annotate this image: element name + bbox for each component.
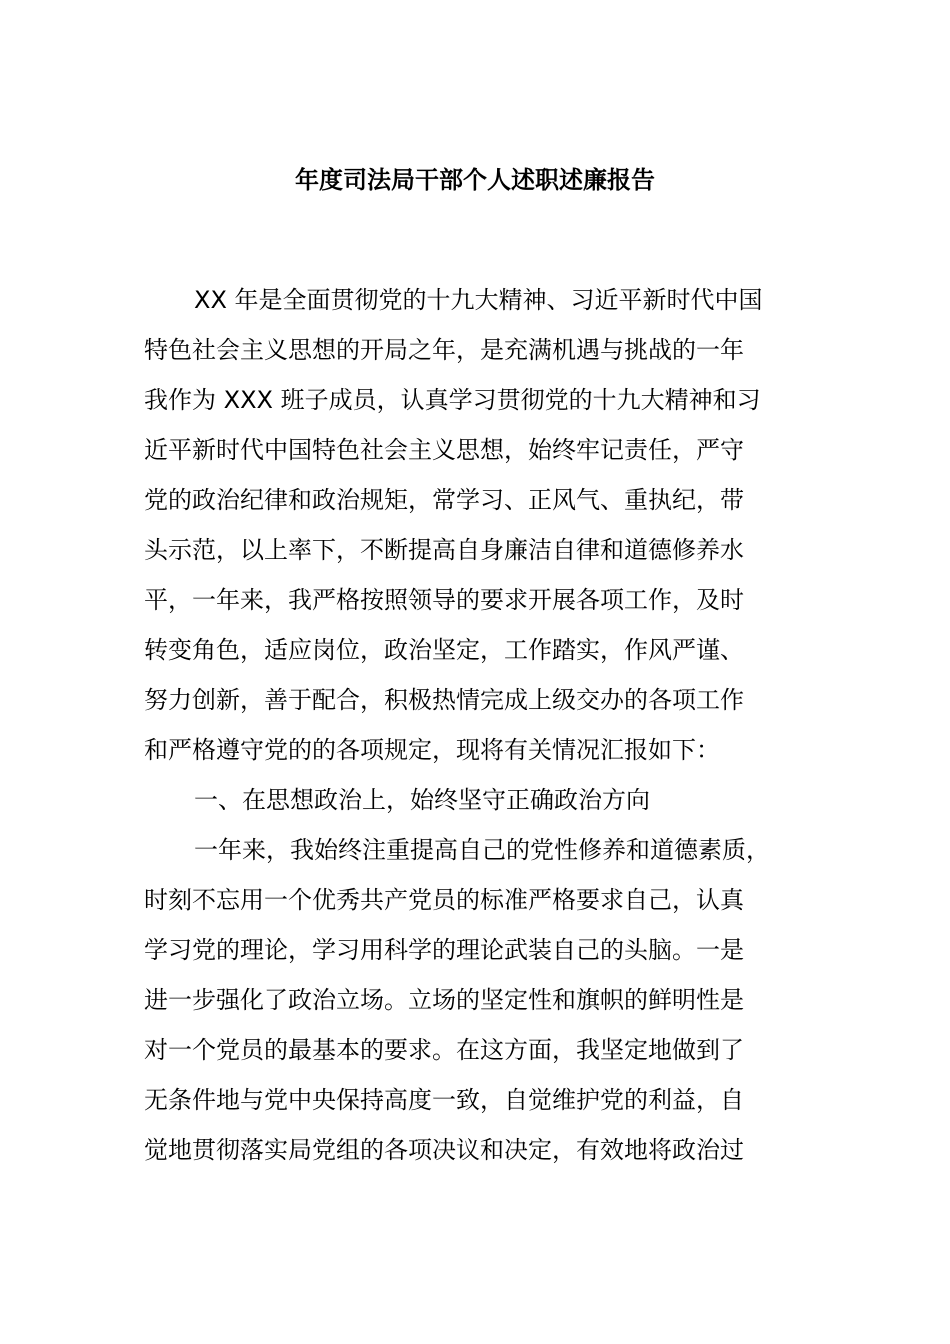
document-title: 年度司法局干部个人述职述廉报告 — [295, 166, 655, 194]
paragraph-line: XX 年是全面贯彻党的十九大精神、习近平新时代中国 — [194, 286, 763, 314]
section-heading: 一、在思想政治上，始终坚守正确政治方向 — [194, 786, 650, 814]
paragraph-line: 平，一年来，我严格按照领导的要求开展各项工作，及时 — [144, 586, 744, 614]
paragraph-line: 进一步强化了政治立场。立场的坚定性和旗帜的鲜明性是 — [144, 986, 744, 1014]
paragraph-line: 对一个党员的最基本的要求。在这方面，我坚定地做到了 — [144, 1036, 744, 1064]
paragraph-line: 头示范，以上率下，不断提高自身廉洁自律和道德修养水 — [144, 536, 744, 564]
paragraph-line: 学习党的理论，学习用科学的理论武装自己的头脑。一是 — [144, 936, 744, 964]
paragraph-line: 转变角色，适应岗位，政治坚定，工作踏实，作风严谨、 — [144, 636, 744, 664]
paragraph-line: 时刻不忘用一个优秀共产党员的标准严格要求自己，认真 — [144, 886, 744, 914]
paragraph-line: 觉地贯彻落实局党组的各项决议和决定，有效地将政治过 — [144, 1136, 744, 1164]
paragraph-line: 特色社会主义思想的开局之年，是充满机遇与挑战的一年 — [144, 336, 744, 364]
paragraph-line: 党的政治纪律和政治规矩，常学习、正风气、重执纪，带 — [144, 486, 744, 514]
paragraph-line: 和严格遵守党的的各项规定，现将有关情况汇报如下： — [144, 736, 720, 764]
paragraph-line: 努力创新，善于配合，积极热情完成上级交办的各项工作 — [144, 686, 744, 714]
paragraph-line: 一年来，我始终注重提高自己的党性修养和道德素质， — [194, 836, 770, 864]
paragraph-line: 近平新时代中国特色社会主义思想，始终牢记责任，严守 — [144, 436, 744, 464]
paragraph-line: 无条件地与党中央保持高度一致，自觉维护党的利益，自 — [144, 1086, 744, 1114]
paragraph-line: 我作为 XXX 班子成员，认真学习贯彻党的十九大精神和习 — [144, 386, 761, 414]
